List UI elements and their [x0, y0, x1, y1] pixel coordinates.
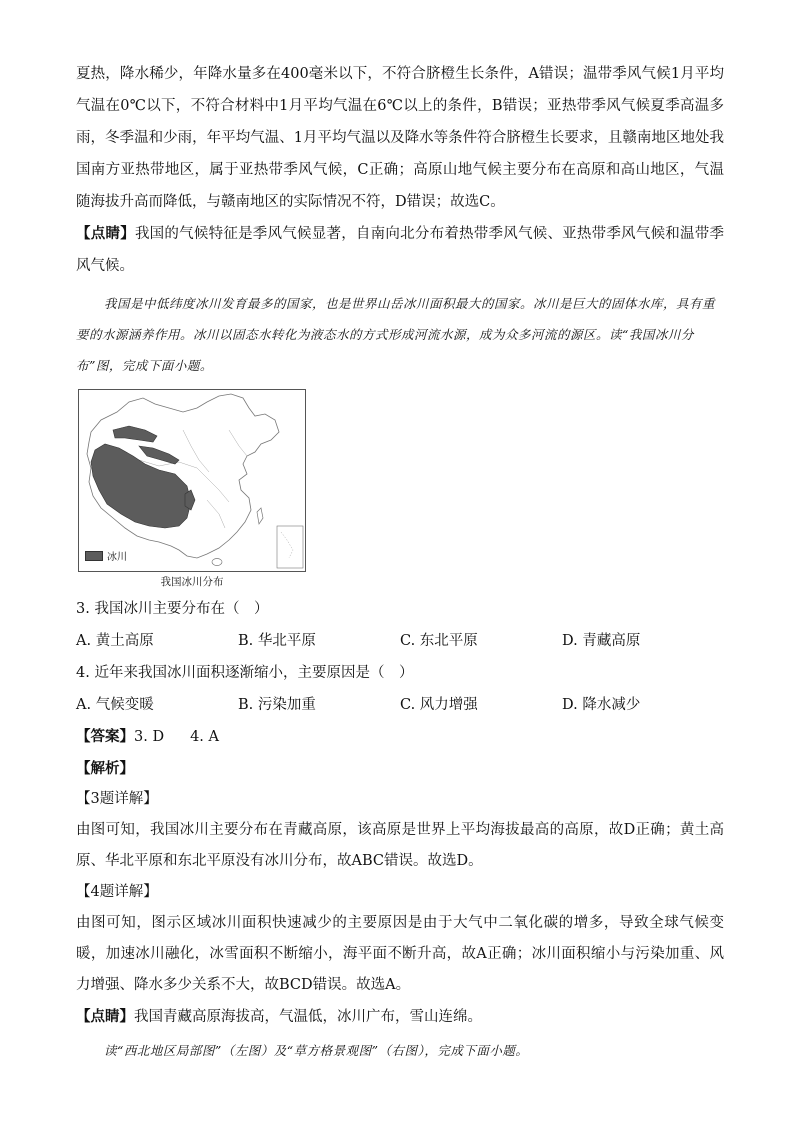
option-c: C. 东北平原	[400, 633, 478, 649]
tip2-label: 【点睛】	[76, 1008, 134, 1025]
legend-label: 冰川	[107, 552, 127, 563]
glacier-map-figure	[78, 389, 306, 589]
next-question-intro: 读“西北地区局部图”（左图）及“草方格景观图”（右图），完成下面小题。	[104, 1043, 529, 1058]
option-b: B. 污染加重	[238, 697, 316, 713]
explanation-paragraph: 夏热，降水稀少，年降水量多在400毫米以下，不符合脐橙生长条件，A错误；温带季风气候1月平均气温在0℃以下，不符合材料中1月平均气温在6℃以上的条件，B错误；亚热带季风气候夏季高温多雨，冬季温和少雨，年平均气温、1月平均气温以及降水等条件符合脐橙生长要求，且赣南地区地处我国南方亚热带地区，属于亚热带季风气候，C正确；高原山地气候主要分布在高原和高山地区，气温随海拔升高而降低，与赣南地区的实际情况不符，D错误；故选C。	[76, 66, 724, 210]
china-map-svg	[79, 390, 305, 571]
map-caption: 我国冰川分布	[160, 576, 224, 588]
option-b: B. 华北平原	[238, 633, 316, 649]
answer-4: 4. A	[190, 729, 219, 745]
question-4-options	[76, 689, 724, 721]
document-page	[76, 58, 724, 1066]
answer-3: 3. D	[134, 729, 165, 745]
legend-swatch	[85, 551, 103, 561]
q4-detail-label: 【4题详解】	[76, 884, 158, 900]
glacier-map	[78, 389, 306, 572]
answer-line	[76, 721, 724, 753]
option-d: D. 降水减少	[562, 697, 641, 713]
option-d: D. 青藏高原	[562, 633, 641, 649]
question-3-options	[76, 625, 724, 657]
option-a: A. 黄土高原	[76, 633, 154, 649]
question-4-stem: 4. 近年来我国冰川面积逐渐缩小，主要原因是（ ）	[76, 665, 414, 681]
q3-detail-label: 【3题详解】	[76, 791, 158, 807]
option-a: A. 气候变暖	[76, 697, 154, 713]
q3-detail-text: 由图可知，我国冰川主要分布在青藏高原，该高原是世界上平均海拔最高的高原，故D正确；黄土高原、华北平原和东北平原没有冰川分布，故ABC错误。故选D。	[76, 822, 724, 869]
question-3-stem: 3. 我国冰川主要分布在（ ）	[76, 601, 269, 617]
tip-text: 我国的气候特征是季风气候显著，自南向北分布着热带季风气候、亚热带季风气候和温带季风气候。	[76, 226, 725, 274]
q4-detail-text: 由图可知，图示区域冰川面积快速减少的主要原因是由于大气中二氧化碳的增多，导致全球气候变暖，加速冰川融化，冰雪面积不断缩小，海平面不断升高，故A正确；冰川面积缩小与污染加重、风力增强、降水多少关系不大，故BCD错误。故选A。	[76, 915, 724, 993]
tip2-text: 我国青藏高原海拔高，气温低，冰川广布，雪山连绵。	[134, 1009, 482, 1025]
option-c: C. 风力增强	[400, 697, 478, 713]
analysis-label: 【解析】	[76, 760, 134, 777]
question-intro: 我国是中低纬度冰川发育最多的国家，也是世界山岳冰川面积最大的国家。冰川是巨大的固体水库，具有重要的水源涵养作用。冰川以固态水转化为液态水的方式形成河流水源，成为众多河流的源区。读“我国冰川分布”图，完成下面小题。	[76, 296, 716, 373]
map-legend	[85, 548, 127, 563]
answer-label: 【答案】	[76, 728, 134, 745]
tip-label: 【点睛】	[76, 225, 135, 242]
